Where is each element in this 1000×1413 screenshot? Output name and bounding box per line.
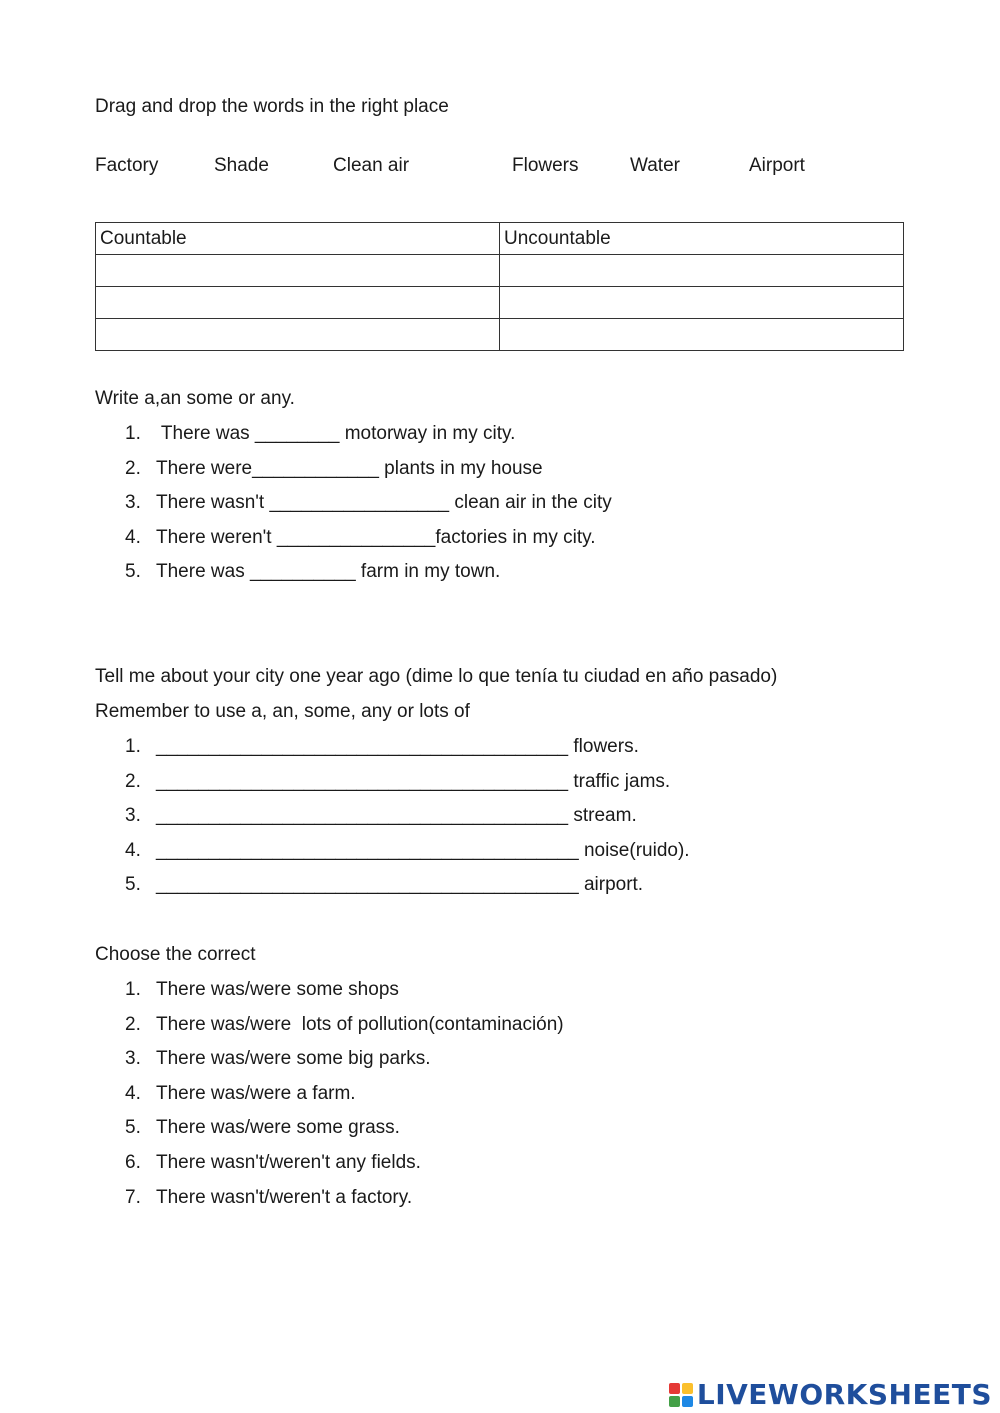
liveworksheets-logo[interactable] bbox=[669, 1378, 992, 1412]
drag-instruction: Drag and drop the words in the right place bbox=[95, 96, 449, 117]
item-text[interactable]: There wasn't/weren't any fields. bbox=[156, 1151, 421, 1173]
item-text[interactable]: There was/were some big parks. bbox=[156, 1048, 431, 1070]
item-text[interactable]: There was __________ farm in my town. bbox=[156, 561, 501, 583]
item-text[interactable]: ________________________________________ noise(ruido). bbox=[156, 839, 690, 861]
item-text[interactable]: _______________________________________ traffic jams. bbox=[156, 770, 671, 792]
item-number: 4. bbox=[125, 1082, 141, 1104]
logo-wordmark: LIVEWORKSHEETS bbox=[696, 1378, 992, 1411]
item-number: 2. bbox=[125, 457, 141, 479]
item-number: 2. bbox=[125, 770, 141, 792]
item-number: 1. bbox=[125, 736, 141, 757]
drop-zone-uncountable[interactable] bbox=[500, 255, 904, 287]
item-text[interactable]: There wasn't/weren't a factory. bbox=[156, 1186, 413, 1208]
item-number: 3. bbox=[125, 1048, 141, 1070]
item-text[interactable]: There were____________ plants in my house bbox=[156, 457, 543, 479]
item-number: 4. bbox=[125, 839, 141, 861]
drag-word-factory[interactable]: Factory bbox=[95, 155, 159, 176]
item-number: 2. bbox=[125, 1013, 141, 1035]
articles-instruction: Write a,an some or any. bbox=[95, 388, 295, 409]
logo-block bbox=[669, 1383, 680, 1394]
drop-zone-countable[interactable] bbox=[96, 319, 500, 351]
item-number: 3. bbox=[125, 492, 141, 514]
item-text[interactable]: There weren't _______________factories in my city. bbox=[156, 526, 596, 548]
drop-zone-countable[interactable] bbox=[96, 255, 500, 287]
item-number: 4. bbox=[125, 526, 141, 548]
drag-word-flowers[interactable]: Flowers bbox=[512, 155, 579, 176]
item-text[interactable]: _______________________________________ stream. bbox=[156, 805, 637, 827]
item-text[interactable]: There was/were some grass. bbox=[156, 1117, 400, 1139]
item-text[interactable]: There was/were a farm. bbox=[156, 1082, 356, 1104]
city-instruction: Tell me about your city one year ago (dime lo que tenía tu ciudad en año pasado) bbox=[95, 666, 778, 687]
header-uncountable: Uncountable bbox=[500, 223, 904, 255]
drop-zone-uncountable[interactable] bbox=[500, 287, 904, 319]
item-number: 5. bbox=[125, 561, 141, 583]
header-countable: Countable bbox=[96, 223, 500, 255]
item-number: 1. bbox=[125, 979, 141, 1000]
drop-zone-countable[interactable] bbox=[96, 287, 500, 319]
drag-word-airport[interactable]: Airport bbox=[749, 155, 805, 176]
item-number: 3. bbox=[125, 805, 141, 827]
countable-uncountable-table bbox=[95, 222, 904, 351]
item-text[interactable]: _______________________________________ flowers. bbox=[156, 736, 639, 757]
item-text[interactable]: ________________________________________ airport. bbox=[156, 874, 644, 896]
drag-word-clean-air[interactable]: Clean air bbox=[333, 155, 410, 176]
choose-instruction: Choose the correct bbox=[95, 944, 256, 965]
item-number: 6. bbox=[125, 1151, 141, 1173]
logo-block bbox=[682, 1396, 693, 1407]
logo-block bbox=[682, 1383, 693, 1394]
item-number: 7. bbox=[125, 1186, 141, 1208]
city-reminder: Remember to use a, an, some, any or lots of bbox=[95, 701, 470, 722]
item-text[interactable]: There was/were lots of pollution(contaminación) bbox=[156, 1013, 564, 1035]
item-text[interactable]: There was ________ motorway in my city. bbox=[156, 423, 516, 444]
drag-word-shade[interactable]: Shade bbox=[214, 155, 269, 176]
logo-block bbox=[669, 1396, 680, 1407]
item-text[interactable]: There wasn't _________________ clean air in the city bbox=[156, 492, 612, 514]
item-text[interactable]: There was/were some shops bbox=[156, 979, 399, 1000]
item-number: 1. bbox=[125, 423, 141, 444]
item-number: 5. bbox=[125, 1117, 141, 1139]
item-number: 5. bbox=[125, 874, 141, 896]
drag-word-water[interactable]: Water bbox=[630, 155, 680, 176]
drop-zone-uncountable[interactable] bbox=[500, 319, 904, 351]
logo-blocks-icon bbox=[669, 1383, 693, 1407]
